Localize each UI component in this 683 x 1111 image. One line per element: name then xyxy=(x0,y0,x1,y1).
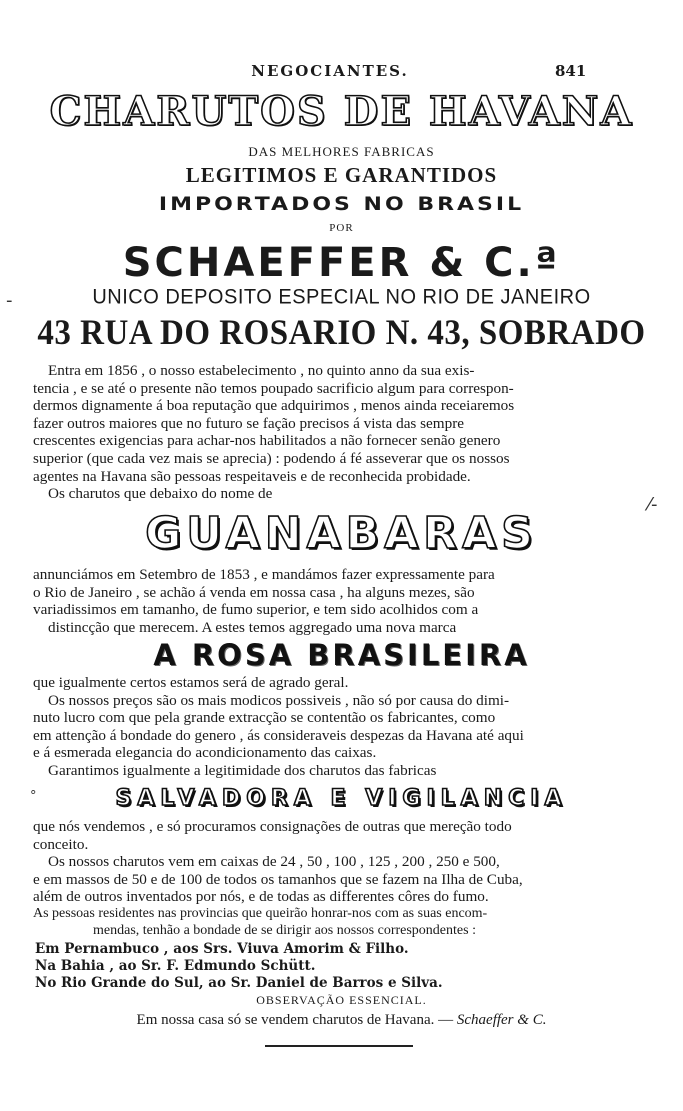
correspondent-rio-grande: No Rio Grande do Sul, ao Sr. Daniel de Barros e Silva. xyxy=(35,975,443,991)
subheading-legitimos: LEGITIMOS E GARANTIDOS xyxy=(185,163,498,187)
subheading-importados: IMPORTADOS NO BRASIL xyxy=(158,193,525,216)
text-line: Os nossos charutos vem em caixas de 24 , 50 , 100 , 125 , 200 , 250 e 500, xyxy=(48,853,500,871)
text-line: nuto lucro com que pela grande extracção se contentão os fabricantes, como xyxy=(33,709,496,727)
text-line: em attenção á bondade do genero , ás consideraveis despezas da Havana até aqui xyxy=(33,726,524,744)
subheading-por: POR xyxy=(329,222,354,234)
margin-bullet: ° xyxy=(30,789,37,804)
text-line: superior (que cada vez mais se aprecia) : podendo á fé asseverar que os nossos xyxy=(33,449,510,467)
firm-name: SCHAEFFER & C.ª xyxy=(122,240,561,286)
text-line: tencia , e se até o presente não temos poupado sacrificio algum para correspon- xyxy=(33,379,514,397)
text-line: agentes na Havana são pessoas respeitaveis e de reconhecida probidade. xyxy=(33,467,471,485)
closing-rule xyxy=(265,1045,413,1047)
subheading-fabricas: DAS MELHORES FABRICAS xyxy=(248,144,435,159)
paragraph-guanabaras xyxy=(33,566,643,636)
address-line: 43 RUA DO ROSARIO N. 43, SOBRADO xyxy=(37,313,646,353)
text-line: que nós vendemos , e só procuramos consignações de outras que mereção todo xyxy=(33,818,512,835)
paragraph-provinces xyxy=(33,906,643,939)
observation-body: Em nossa casa só se vendem charutos de Havana. — xyxy=(136,1012,454,1028)
correspondent-pernambuco: Em Pernambuco , aos Srs. Viuva Amorim & Filho. xyxy=(35,941,409,957)
text-line: crescentes exigencias para achar-nos habilitados a não fornecer senão genero xyxy=(33,432,501,450)
text-line: mendas, tenhão a bondade de se dirigir aos nossos correspondentes : xyxy=(93,922,476,938)
brand-guanabaras: GUANABARAS xyxy=(145,508,538,559)
text-line: Entra em 1856 , o nosso estabelecimento , no quinto anno da sua exis- xyxy=(48,362,475,379)
paragraph-prices xyxy=(33,674,643,780)
text-line: e em massos de 50 e de 100 de todos os tamanhos que se fazem na Ilha de Cuba, xyxy=(33,870,523,888)
text-line: Garantimos igualmente a legitimidade dos charutos das fabricas xyxy=(48,761,437,779)
paragraph-boxes xyxy=(33,818,643,906)
text-line: As pessoas residentes nas provincias que queirão honrar-nos com as suas encom- xyxy=(33,906,488,921)
headline-charutos: CHARUTOS DE HAVANA xyxy=(49,88,634,135)
brand-rosa-brasileira: A ROSA BRASILEIRA xyxy=(153,638,530,672)
text-line: o Rio de Janeiro , se achão á venda em nossa casa , ha alguns mezes, são xyxy=(33,583,475,601)
text-line: annunciámos em Setembro de 1853 , e mandámos fazer expressamente para xyxy=(33,566,495,583)
observation-heading: OBSERVAÇÃO ESSENCIAL. xyxy=(256,993,427,1007)
deposit-line: UNICO DEPOSITO ESPECIAL NO RIO DE JANEIRO xyxy=(92,285,591,309)
observation-text xyxy=(0,1012,683,1029)
brand-salvadora-vigilancia: SALVADORA E VIGILANCIA xyxy=(115,786,568,811)
text-line: variadissimos em tamanho, de fumo superior, e tem sido acolhidos com a xyxy=(33,601,479,619)
text-line: além de outros inventados por nós, e de todas as differentes côres do fumo. xyxy=(33,888,489,906)
section-header: NEGOCIANTES. xyxy=(251,62,409,80)
text-line: e á esmerada elegancia do acondicionamento das caixas. xyxy=(33,744,377,762)
signature: Schaeffer & C. xyxy=(456,1012,547,1028)
text-line: distincção que merecem. A estes temos aggregado uma nova marca xyxy=(48,618,457,636)
text-line: Os nossos preços são os mais modicos possiveis , não só por causa do dimi- xyxy=(48,691,510,709)
paragraph-intro xyxy=(33,362,643,503)
correspondent-bahia: Na Bahia , ao Sr. F. Edmundo Schütt. xyxy=(35,958,316,974)
page-number: 841 xyxy=(555,62,587,80)
text-line: Os charutos que debaixo do nome de xyxy=(48,485,273,503)
text-line: fazer outros maiores que no futuro se fação precisos á vista das sempre xyxy=(33,414,464,432)
text-line: dermos dignamente á boa reputação que adquirimos , menos ainda receiaremos xyxy=(33,397,515,415)
text-line: conceito. xyxy=(33,835,89,853)
margin-mark: ⁄- xyxy=(648,494,658,515)
margin-dash: - xyxy=(6,290,13,311)
text-line: que igualmente certos estamos será de agrado geral. xyxy=(33,674,349,691)
